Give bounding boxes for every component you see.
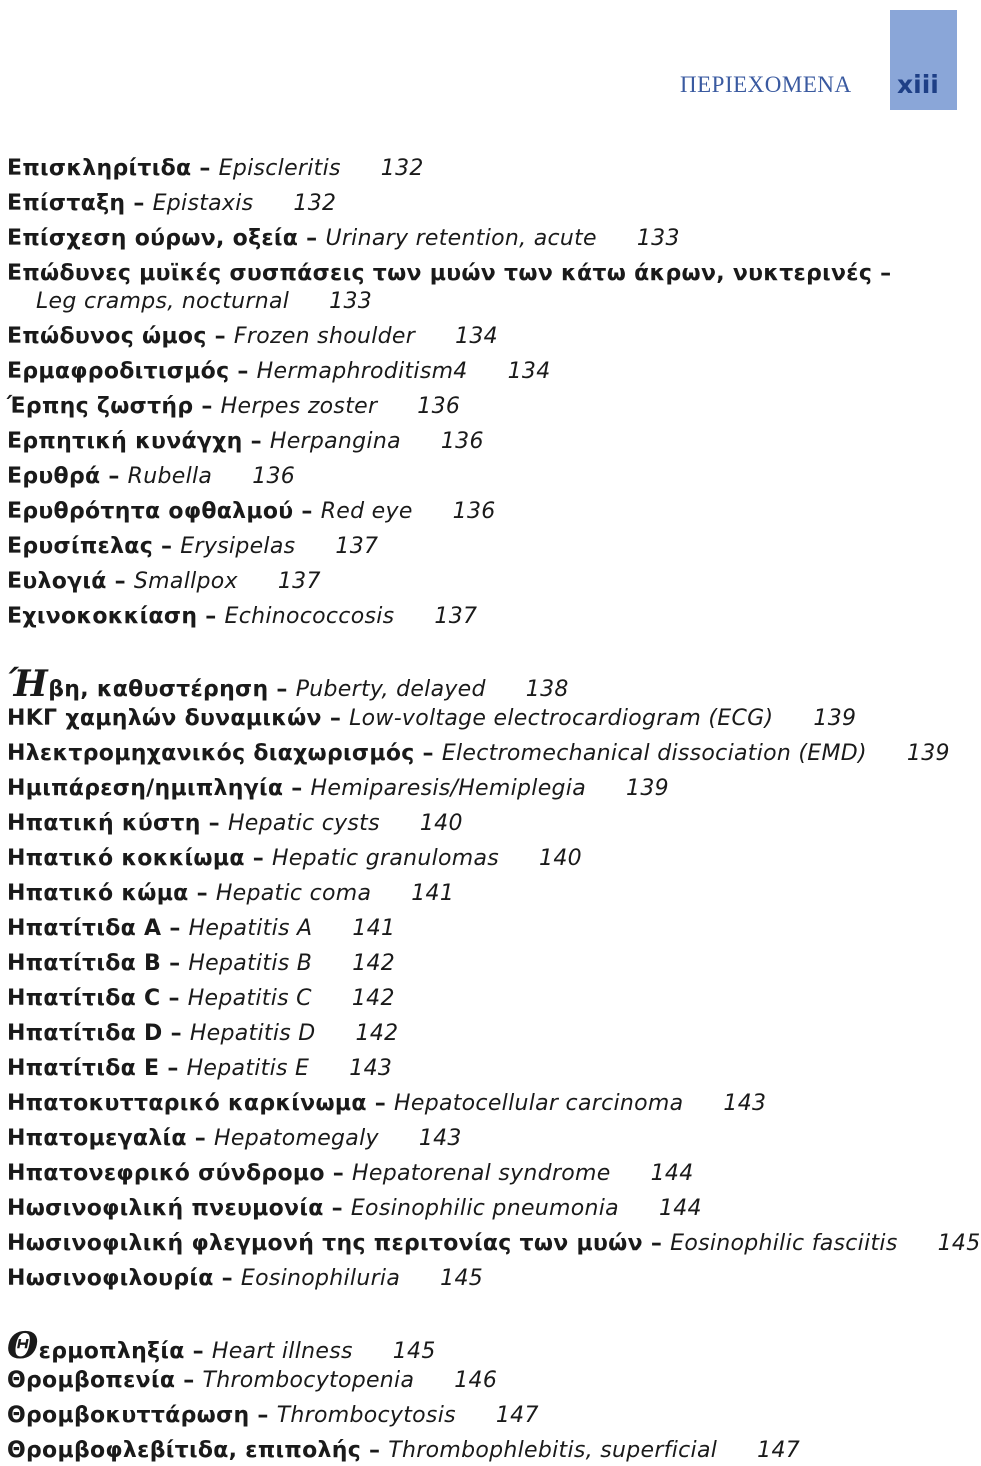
index-entry [7, 463, 295, 491]
section-initial: Θ [7, 1325, 39, 1367]
english-term: Hermaphroditism4 [256, 359, 468, 384]
index-entry [7, 323, 498, 351]
index-entry [7, 225, 680, 253]
index-entry [7, 1437, 800, 1465]
page-reference: 143 [349, 1056, 393, 1081]
separator-dash: – [125, 191, 153, 216]
separator-dash: – [161, 951, 189, 976]
separator-dash: – [244, 846, 272, 871]
english-term: Red eye [320, 499, 413, 524]
separator-dash: – [323, 1196, 351, 1221]
separator-dash: – [642, 1231, 671, 1256]
greek-term: ερμοπληξία [38, 1339, 185, 1364]
greek-term: Ηπατίτιδα E [7, 1056, 160, 1081]
index-entry [7, 393, 460, 421]
page-reference: 136 [452, 499, 496, 524]
page-reference: 141 [411, 881, 455, 906]
page-reference: 133 [636, 226, 680, 251]
separator-dash: – [414, 741, 442, 766]
greek-term: Έρπης ζωστήρ [7, 394, 194, 419]
english-term: Hepatic coma [215, 881, 372, 906]
index-entry [7, 155, 424, 183]
greek-term: Ηπατικό κοκκίωμα [7, 846, 245, 871]
page-reference: 137 [434, 604, 478, 629]
page-reference: 140 [419, 811, 463, 836]
index-entry [7, 190, 336, 218]
english-term: Hepatic granulomas [271, 846, 500, 871]
separator-dash: – [184, 1339, 212, 1364]
english-term: Epistaxis [152, 191, 254, 216]
index-entry [7, 985, 395, 1013]
index-entry [7, 358, 551, 386]
section-initial: Ή [7, 663, 49, 705]
separator-dash: – [249, 1403, 277, 1428]
page-reference: 145 [937, 1231, 981, 1256]
separator-dash: – [361, 1438, 389, 1463]
english-term: Puberty, delayed [295, 677, 486, 702]
separator-dash: – [872, 261, 892, 286]
separator-dash: – [321, 706, 350, 731]
index-entry [7, 260, 936, 316]
separator-dash: – [100, 464, 128, 489]
greek-term: Ηωσινοφιλική πνευμονία [7, 1196, 324, 1221]
page-reference: 141 [352, 916, 396, 941]
english-term: Frozen shoulder [233, 324, 416, 349]
english-term: Smallpox [133, 569, 238, 594]
separator-dash: – [191, 156, 219, 181]
page-reference: 147 [757, 1438, 801, 1463]
english-term: Echinococcosis [224, 604, 395, 629]
page-reference: 136 [417, 394, 461, 419]
index-entry [7, 1195, 702, 1223]
english-term: Hepatitis A [188, 916, 313, 941]
greek-term: Ηωσινοφιλουρία [7, 1266, 214, 1291]
english-term: Hepatitis D [189, 1021, 316, 1046]
english-term: Episcleritis [218, 156, 341, 181]
greek-term: Ηπατοκυτταρικό καρκίνωμα [7, 1091, 367, 1116]
greek-term: Επίσχεση ούρων, οξεία [7, 226, 299, 251]
english-term: Hepatocellular carcinoma [394, 1091, 684, 1116]
index-entry [7, 810, 463, 838]
page-reference: 136 [252, 464, 296, 489]
page-reference: 132 [380, 156, 424, 181]
greek-term: βη, καθυστέρηση [48, 677, 269, 702]
page-number: xiii [897, 70, 939, 99]
separator-dash: – [162, 1021, 190, 1046]
index-entry [7, 663, 569, 705]
english-term: Thrombophlebitis, superficial [388, 1438, 718, 1463]
separator-dash: – [161, 916, 189, 941]
separator-dash: – [197, 604, 225, 629]
index-entry [7, 1160, 694, 1188]
greek-term: Θρομβοφλεβίτιδα, επιπολής [7, 1438, 362, 1463]
running-header-title: ΠΕΡΙΕΧΟΜΕΝΑ [680, 72, 852, 97]
page-reference: 139 [626, 776, 669, 801]
english-term: Heart illness [211, 1339, 353, 1364]
separator-dash: – [106, 569, 134, 594]
page-reference: 145 [392, 1339, 436, 1364]
greek-term: Επίσταξη [7, 191, 126, 216]
greek-term: Ηωσινοφιλική φλεγμονή της περιτονίας των μυών [7, 1231, 643, 1256]
english-term: Low-voltage electrocardiogram (ECG) [349, 706, 774, 731]
greek-term: Επισκληρίτιδα [7, 156, 192, 181]
english-term: Eosinophilic pneumonia [350, 1196, 619, 1221]
greek-term: Ηπατική κύστη [7, 811, 201, 836]
page-header [0, 0, 960, 130]
greek-term: Ερυθρά [7, 464, 101, 489]
separator-dash: – [175, 1368, 203, 1393]
page-reference: 142 [351, 986, 395, 1011]
index-entry [7, 1125, 462, 1153]
greek-term: Ερπητική κυνάγχη [7, 429, 243, 454]
separator-dash: – [213, 1266, 241, 1291]
index-entry [7, 705, 856, 733]
greek-term: Ηπατίτιδα C [7, 986, 161, 1011]
index-entry [7, 568, 321, 596]
greek-term: Θρομβοπενία [7, 1368, 176, 1393]
index-entry [7, 1020, 398, 1048]
page-reference: 132 [293, 191, 337, 216]
greek-term: Ερυσίπελας [7, 534, 154, 559]
english-term: Electromechanical dissociation (EMD) [441, 741, 867, 766]
page-reference: 134 [507, 359, 551, 384]
page-reference: 134 [455, 324, 498, 349]
separator-dash: – [293, 499, 321, 524]
english-term: Urinary retention, acute [325, 226, 597, 251]
greek-term: Ηπατίτιδα D [7, 1021, 163, 1046]
index-entry [7, 1265, 483, 1293]
greek-term: Ηλεκτρομηχανικός διαχωρισμός [7, 741, 415, 766]
english-term: Herpes zoster [220, 394, 378, 419]
english-term: Hepatitis B [188, 951, 313, 976]
index-entry [7, 845, 582, 873]
page-reference: 143 [418, 1126, 462, 1151]
index-entry [7, 603, 477, 631]
page-reference: 133 [329, 289, 373, 314]
greek-term: Επώδυνες μυϊκές συσπάσεις των μυών των κάτω άκρων, νυκτερινές [7, 261, 873, 286]
greek-term: Ηπατονεφρικό σύνδρομο [7, 1161, 325, 1186]
separator-dash: – [186, 1126, 215, 1151]
greek-term: Εχινοκοκκίαση [7, 604, 198, 629]
page-reference: 146 [454, 1368, 498, 1393]
greek-term: Ημιπάρεση/ημιπληγία [7, 776, 284, 801]
index-entry [7, 1402, 539, 1430]
index-entry [7, 1230, 981, 1258]
english-term: Hepatitis E [186, 1056, 310, 1081]
english-term: Eosinophiluria [240, 1266, 401, 1291]
greek-term: Ηπατίτιδα B [7, 951, 162, 976]
english-term: Hemiparesis/Hemiplegia [310, 776, 587, 801]
page-reference: 145 [440, 1266, 484, 1291]
english-term: Hepatomegaly [214, 1126, 379, 1151]
separator-dash: – [153, 534, 181, 559]
index-entry [7, 915, 395, 943]
separator-dash: – [283, 776, 311, 801]
page-reference: 144 [650, 1161, 694, 1186]
separator-dash: – [366, 1091, 395, 1116]
separator-dash: – [206, 324, 234, 349]
greek-term: Ερυθρότητα οφθαλμού [7, 499, 294, 524]
greek-term: Ηπατικό κώμα [7, 881, 189, 906]
english-term: Hepatic cysts [227, 811, 380, 836]
separator-dash: – [200, 811, 228, 836]
page-reference: 144 [658, 1196, 702, 1221]
index-entry [7, 1055, 392, 1083]
index-entry [7, 1367, 497, 1395]
separator-dash: – [188, 881, 216, 906]
english-term: Hepatorenal syndrome [352, 1161, 611, 1186]
greek-term: Ηπατομεγαλία [7, 1126, 187, 1151]
index-entry [7, 775, 669, 803]
separator-dash: – [242, 429, 270, 454]
page-reference: 143 [723, 1091, 767, 1116]
greek-term: Θρομβοκυττάρωση [7, 1403, 250, 1428]
separator-dash: – [193, 394, 221, 419]
index-entry [7, 880, 454, 908]
page-reference: 142 [352, 951, 396, 976]
separator-dash: – [268, 677, 296, 702]
index-entry [7, 1325, 436, 1367]
index-entry [7, 533, 378, 561]
english-term: Hepatitis C [187, 986, 312, 1011]
page-reference: 138 [525, 677, 569, 702]
page-reference: 136 [440, 429, 484, 454]
page-reference: 140 [539, 846, 582, 871]
greek-term: ΗΚΓ χαμηλών δυναμικών [7, 706, 322, 731]
separator-dash: – [324, 1161, 353, 1186]
english-term: Eosinophilic fasciitis [670, 1231, 898, 1256]
separator-dash: – [159, 1056, 187, 1081]
index-entry [7, 1090, 766, 1118]
separator-dash: – [229, 359, 257, 384]
greek-term: Επώδυνος ώμος [7, 324, 207, 349]
separator-dash: – [298, 226, 326, 251]
page-reference: 139 [906, 741, 950, 766]
english-term: Leg cramps, nocturnal [36, 289, 290, 314]
page-reference: 147 [495, 1403, 539, 1428]
index-entry [7, 428, 484, 456]
english-term: Thrombocytopenia [202, 1368, 415, 1393]
page-reference: 139 [813, 706, 857, 731]
english-term: Herpangina [269, 429, 401, 454]
greek-term: Ερμαφροδιτισμός [7, 359, 230, 384]
page-reference: 137 [335, 534, 379, 559]
index-entry [7, 498, 496, 526]
english-term: Thrombocytosis [276, 1403, 456, 1428]
page-reference: 137 [277, 569, 321, 594]
index-entry [7, 740, 950, 768]
separator-dash: – [160, 986, 188, 1011]
index-entry [7, 950, 395, 978]
english-term: Rubella [127, 464, 213, 489]
page-reference: 142 [355, 1021, 399, 1046]
greek-term: Ηπατίτιδα A [7, 916, 162, 941]
english-term: Erysipelas [180, 534, 296, 559]
greek-term: Ευλογιά [7, 569, 107, 594]
